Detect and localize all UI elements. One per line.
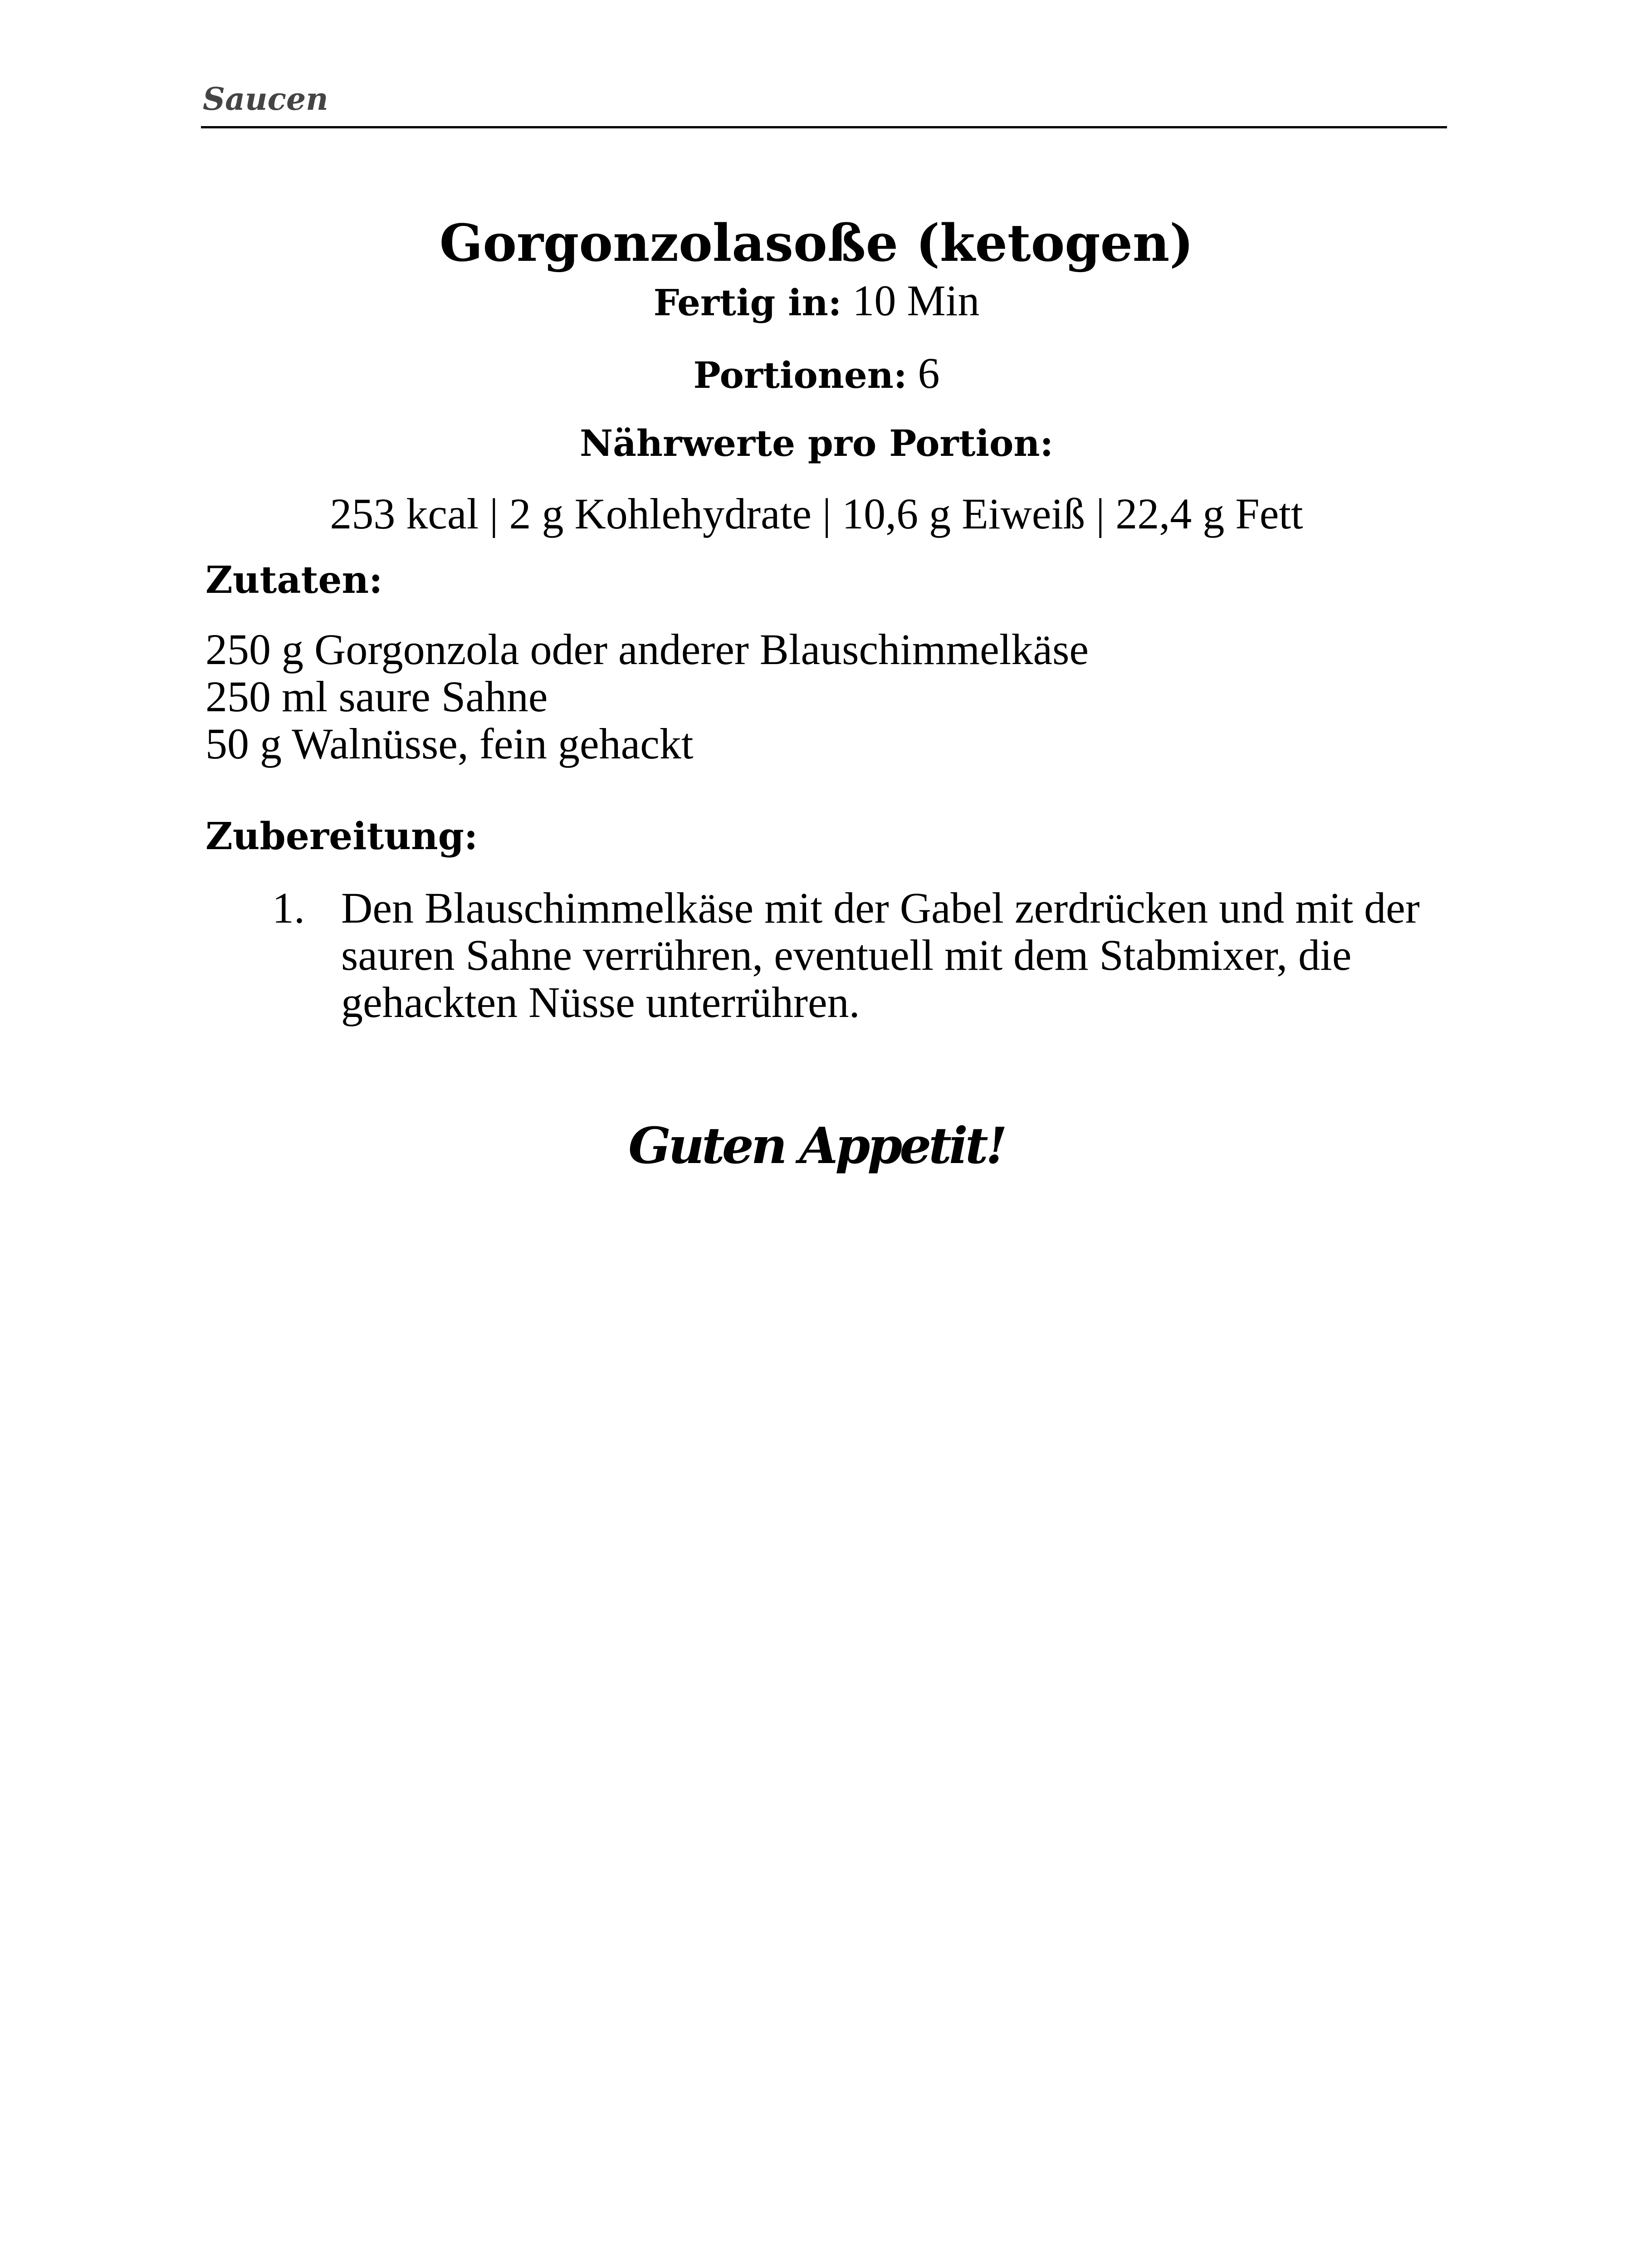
ingredient-item: 250 g Gorgonzola oder anderer Blauschimmelkäse xyxy=(205,625,1089,674)
step-item xyxy=(263,885,1452,1026)
servings-value: 6 xyxy=(918,349,940,397)
step-number: 1. xyxy=(272,884,305,932)
ready-time-label: Fertig in: xyxy=(653,281,842,324)
preparation-heading: Zubereitung: xyxy=(205,815,478,858)
nutrition-values: 253 kcal | 2 g Kohlehydrate | 10,6 g Eiweiß | 22,4 g Fett xyxy=(330,489,1303,538)
servings xyxy=(0,347,1633,399)
header-rule xyxy=(201,126,1447,128)
ingredients-heading: Zutaten: xyxy=(205,558,383,602)
step-text: Den Blauschimmelkäse mit der Gabel zerdrücken und mit der sauren Sahne verrühren, eventuell mit dem Stabmixer, die gehackten Nüsse unterrühren. xyxy=(341,884,1420,1026)
ingredient-item: 50 g Walnüsse, fein gehackt xyxy=(205,719,694,768)
running-header: Saucen xyxy=(203,81,328,117)
nutrition-heading xyxy=(0,415,1633,467)
preparation-steps xyxy=(263,885,1452,1026)
servings-label: Portionen: xyxy=(693,354,907,396)
closing-greeting: Guten Appetit! xyxy=(628,1116,1005,1175)
ingredient-item: 250 ml saure Sahne xyxy=(205,672,548,721)
ready-time-value: 10 Min xyxy=(852,276,980,325)
ingredient-list xyxy=(205,626,1089,767)
ready-time xyxy=(0,274,1633,327)
recipe-title: Gorgonzolasoße (ketogen) xyxy=(439,214,1194,274)
nutrition-label: Nährwerte pro Portion: xyxy=(579,422,1054,464)
